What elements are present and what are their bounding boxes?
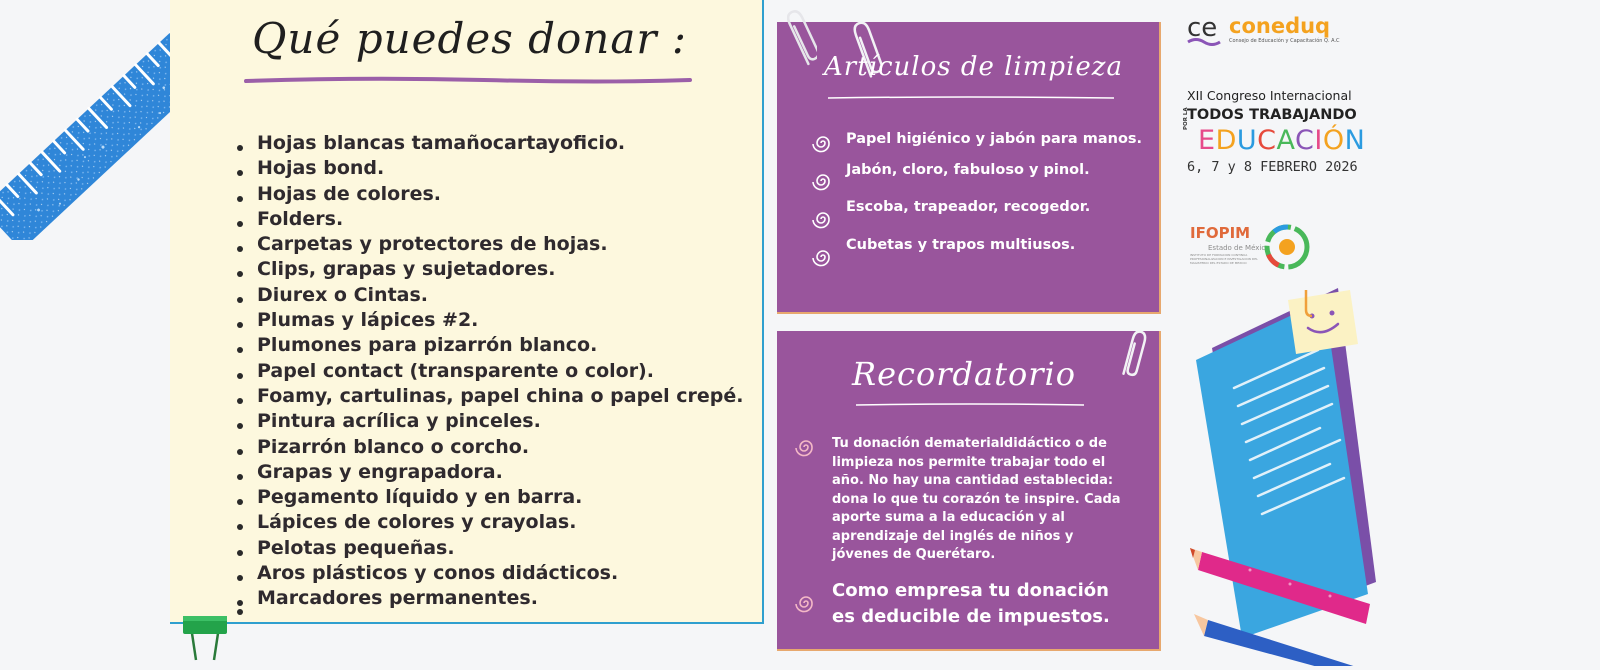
list-item: Hojas de colores.	[236, 182, 743, 207]
list-item: Clips, grapas y sujetadores.	[236, 257, 743, 282]
paperclip-icon	[787, 6, 817, 72]
swirl-bullet-icon	[812, 132, 834, 154]
list-item: Papel contact (transparente o color).	[236, 359, 743, 384]
list-item: Plumas y lápices #2.	[236, 308, 743, 333]
list-item: Lápices de colores y crayolas.	[236, 510, 743, 535]
ifopim-logo-text: IFOPIM	[1190, 224, 1251, 242]
swirl-bullet-icon	[812, 170, 834, 192]
list-item: Foamy, cartulinas, papel china o papel crepé.	[236, 384, 743, 409]
donation-list	[236, 131, 743, 612]
reminder-heading: Recordatorio	[852, 355, 1076, 393]
list-item: Pelotas pequeñas.	[236, 536, 743, 561]
educacion-letter: A	[1276, 125, 1295, 156]
educacion-letter: U	[1236, 125, 1258, 156]
cleaning-item: Papel higiénico y jabón para manos.	[846, 131, 1143, 147]
educacion-letter: Ó	[1322, 125, 1345, 156]
coneduq-mark: ce	[1187, 13, 1218, 43]
heading-underline	[854, 393, 1086, 412]
tax-deduction-text: Como empresa tu donación es deducible de impuestos.	[832, 580, 1110, 627]
educacion-letter: I	[1314, 125, 1323, 156]
educacion-letter: N	[1344, 125, 1366, 156]
note-title: Qué puedes donar :	[252, 14, 687, 63]
coneduq-name: coneduq	[1229, 14, 1331, 38]
list-item: Aros plásticos y conos didácticos.	[236, 561, 743, 586]
pencil-icon	[1190, 540, 1380, 670]
educacion-letter: E	[1198, 125, 1216, 156]
cleaning-item: Escoba, trapeador, recogedor.	[846, 199, 1091, 215]
ifopim-state: Estado de México	[1208, 244, 1270, 252]
list-item: Grapas y engrapadora.	[236, 460, 743, 485]
cleaning-heading: Artículos de limpieza	[824, 52, 1123, 82]
list-item: Marcadores permanentes.	[236, 586, 743, 611]
coneduq-logo	[1186, 12, 1224, 52]
list-item: Pizarrón blanco o corcho.	[236, 435, 743, 460]
cleaning-item: Jabón, cloro, fabuloso y pinol.	[846, 162, 1090, 178]
ifopim-fine-print: INSTITUTO DE FORMACION CONTINUA PROFESIONALIZACION E INVESTIGACION DEL MAGISTERIO DEL ESTADO DE MEXICO	[1190, 253, 1258, 265]
swirl-bullet-icon	[795, 436, 817, 458]
list-item: Hojas bond.	[236, 156, 743, 181]
list-item: Carpetas y protectores de hojas.	[236, 232, 743, 257]
congress-educacion	[1198, 125, 1365, 156]
list-item: Diurex o Cintas.	[236, 283, 743, 308]
list-bullet	[237, 609, 243, 615]
list-item: Plumones para pizarrón blanco.	[236, 333, 743, 358]
educacion-letter: D	[1215, 125, 1237, 156]
swirl-bullet-icon	[812, 208, 834, 230]
cleaning-item: Cubetas y trapos multiusos.	[846, 237, 1076, 253]
title-underline	[244, 72, 692, 91]
ifopim-emblem-icon	[1264, 224, 1310, 274]
educacion-letter: C	[1294, 125, 1315, 156]
sticky-note-icon	[1284, 288, 1364, 362]
list-item: Pegamento líquido y en barra.	[236, 485, 743, 510]
swirl-bullet-icon	[795, 592, 817, 614]
congress-slogan: TODOS TRABAJANDO	[1187, 107, 1357, 123]
list-item: Pintura acrílica y pinceles.	[236, 409, 743, 434]
congress-por-la: POR LA	[1183, 107, 1189, 130]
reminder-text: Tu donación dematerialdidáctico o de limpieza nos permite trabajar todo el año. No hay una cantidad establecida: dona lo que tu corazón te inspire. Cada aporte suma a la educación y al aprendizaje del inglés de niños y jóvenes de Querétaro.	[832, 436, 1121, 562]
heading-underline	[826, 86, 1116, 105]
educacion-letter: C	[1257, 125, 1277, 156]
congress-title: XII Congreso Internacional	[1187, 88, 1352, 103]
paperclip-icon	[1120, 328, 1150, 384]
congress-dates: 6, 7 y 8 FEBRERO 2026	[1187, 159, 1358, 175]
list-item: Hojas blancas tamañocartayoficio.	[236, 131, 743, 156]
coneduq-subtitle: Consejo de Educación y Capacitación Q. A.C	[1229, 38, 1340, 44]
swirl-bullet-icon	[812, 246, 834, 268]
list-item: Folders.	[236, 207, 743, 232]
binder-clip-icon	[180, 612, 230, 666]
